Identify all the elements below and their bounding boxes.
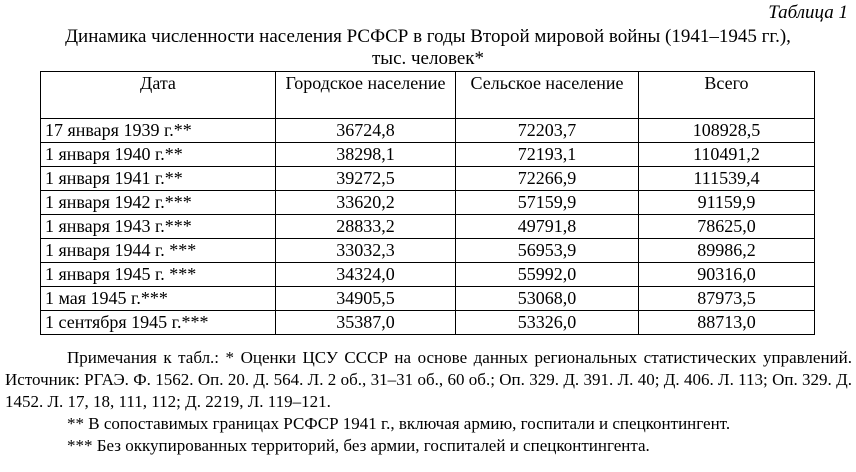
cell-rural: 57159,9 (456, 191, 639, 215)
table-header-row (41, 72, 815, 119)
population-table (40, 71, 815, 335)
table-title-line-1: Динамика численности населения РСФСР в годы Второй мировой войны (1941–1945 гг.), (65, 26, 791, 47)
cell-total: 111539,4 (639, 167, 815, 191)
cell-date: 1 января 1941 г.** (41, 167, 276, 191)
header-total: Всего (639, 72, 815, 119)
cell-rural: 53068,0 (456, 287, 639, 311)
cell-date: 1 января 1944 г. *** (41, 239, 276, 263)
table-number-label: Таблица 1 (768, 2, 848, 23)
table-row (41, 215, 815, 239)
cell-urban: 33032,3 (276, 239, 456, 263)
cell-date: 1 января 1945 г. *** (41, 263, 276, 287)
cell-urban: 38298,1 (276, 143, 456, 167)
cell-urban: 34905,5 (276, 287, 456, 311)
cell-urban: 34324,0 (276, 263, 456, 287)
cell-date: 1 января 1940 г.** (41, 143, 276, 167)
table-row (41, 167, 815, 191)
note-source: Примечания к табл.: * Оценки ЦСУ СССР на основе данных региональных статистических управлений. Источник: РГАЭ. Ф. 1562. Оп. 20. Д. 564. Л. 2 об., 31–31 об., 60 об.; Оп. 329. Д. 391. Л. 40; Д. 406. Л. 113; Оп. 329. Д. 1452. Л. 17, 18, 111, 112; Д. 2219, Л. 119–121. (5, 348, 852, 411)
header-rural: Сельское население (456, 72, 639, 119)
cell-total: 90316,0 (639, 263, 815, 287)
table-row (41, 287, 815, 311)
table-title (0, 26, 856, 70)
cell-total: 89986,2 (639, 239, 815, 263)
cell-total: 91159,9 (639, 191, 815, 215)
table-row (41, 191, 815, 215)
cell-date: 1 мая 1945 г.*** (41, 287, 276, 311)
cell-rural: 53326,0 (456, 311, 639, 335)
table-row (41, 143, 815, 167)
cell-total: 78625,0 (639, 215, 815, 239)
note-double-asterisk: ** В сопоставимых границах РСФСР 1941 г., включая армию, госпитали и спецконтингент. (67, 414, 731, 433)
cell-rural: 56953,9 (456, 239, 639, 263)
cell-urban: 36724,8 (276, 119, 456, 143)
table-row (41, 239, 815, 263)
cell-date: 1 января 1942 г.*** (41, 191, 276, 215)
cell-urban: 28833,2 (276, 215, 456, 239)
table-row (41, 311, 815, 335)
cell-total: 110491,2 (639, 143, 815, 167)
cell-rural: 72203,7 (456, 119, 639, 143)
table-notes (5, 347, 852, 457)
cell-urban: 35387,0 (276, 311, 456, 335)
cell-total: 87973,5 (639, 287, 815, 311)
cell-date: 17 января 1939 г.** (41, 119, 276, 143)
table-title-line-2: тыс. человек* (372, 48, 484, 69)
note-triple-asterisk: *** Без оккупированных территорий, без армии, госпиталей и спецконтингента. (67, 436, 650, 455)
header-urban: Городское население (276, 72, 456, 119)
cell-date: 1 января 1943 г.*** (41, 215, 276, 239)
table-row (41, 119, 815, 143)
cell-rural: 72193,1 (456, 143, 639, 167)
cell-total: 88713,0 (639, 311, 815, 335)
header-date: Дата (41, 72, 276, 119)
cell-total: 108928,5 (639, 119, 815, 143)
cell-date: 1 сентября 1945 г.*** (41, 311, 276, 335)
cell-rural: 72266,9 (456, 167, 639, 191)
table-row (41, 263, 815, 287)
cell-rural: 55992,0 (456, 263, 639, 287)
cell-rural: 49791,8 (456, 215, 639, 239)
cell-urban: 39272,5 (276, 167, 456, 191)
cell-urban: 33620,2 (276, 191, 456, 215)
